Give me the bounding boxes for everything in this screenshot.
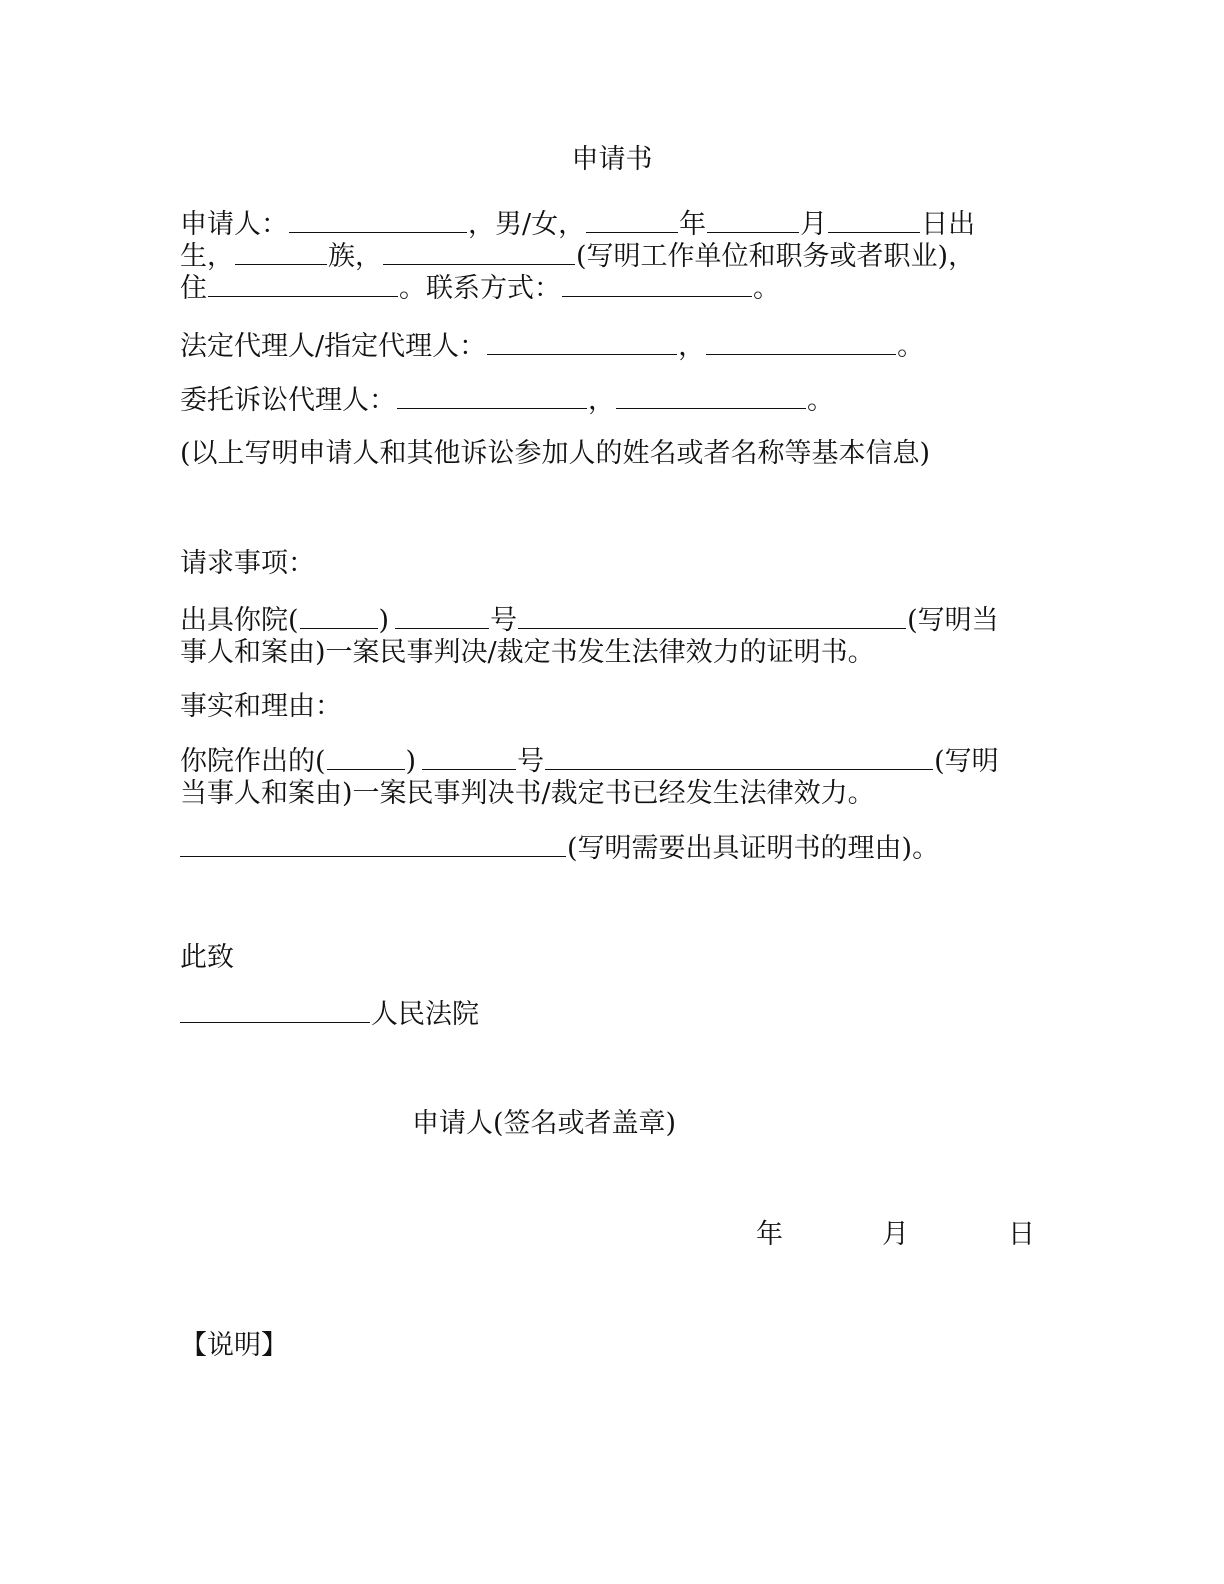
agent-blank-1[interactable] bbox=[397, 384, 587, 409]
ethnic-label: 族， bbox=[328, 241, 382, 272]
reason-blank[interactable] bbox=[180, 832, 566, 857]
applicant-line-2 bbox=[180, 240, 975, 273]
facts-line-2: 当事人和案由)一案民事判决书/裁定书已经发生法律效力。 bbox=[180, 778, 875, 809]
gender-label: ，男/女， bbox=[468, 209, 586, 240]
facts-text-c: 号 bbox=[517, 746, 545, 777]
applicant-label: 申请人： bbox=[180, 209, 288, 240]
court-suffix: 人民法院 bbox=[371, 999, 479, 1030]
facts-text-b: ) bbox=[405, 746, 417, 777]
legal-rep-blank-2[interactable] bbox=[706, 330, 896, 355]
birth-day-blank[interactable] bbox=[828, 208, 920, 233]
facts-case-no-blank[interactable] bbox=[422, 745, 516, 770]
ethnic-blank[interactable] bbox=[235, 240, 327, 265]
agent-label: 委托诉讼代理人： bbox=[180, 385, 396, 416]
period: 。 bbox=[897, 331, 925, 362]
request-heading: 请求事项： bbox=[180, 548, 315, 579]
request-text-a: 出具你院( bbox=[180, 605, 299, 636]
comma: ， bbox=[678, 331, 706, 362]
contact-label: 。联系方式： bbox=[399, 273, 561, 304]
day-born-label: 日出 bbox=[921, 209, 976, 240]
note-heading: 【说明】 bbox=[180, 1330, 288, 1361]
legal-rep-label: 法定代理人/指定代理人： bbox=[180, 331, 487, 362]
facts-line-1 bbox=[180, 745, 999, 778]
facts-text-d: (写明 bbox=[934, 746, 999, 777]
request-text-b: ) bbox=[378, 605, 390, 636]
legal-rep-line bbox=[180, 330, 924, 363]
contact-blank[interactable] bbox=[562, 272, 752, 297]
job-note: (写明工作单位和职务或者职业)， bbox=[576, 241, 976, 272]
parties-note: (以上写明申请人和其他诉讼参加人的姓名或者名称等基本信息) bbox=[180, 438, 931, 469]
period: 。 bbox=[753, 273, 780, 304]
period: 。 bbox=[807, 385, 834, 416]
agent-blank-2[interactable] bbox=[616, 384, 806, 409]
signature-label: 申请人(签名或者盖章) bbox=[412, 1108, 677, 1139]
legal-rep-blank-1[interactable] bbox=[487, 330, 677, 355]
request-line-1 bbox=[180, 604, 999, 637]
salutation: 此致 bbox=[180, 942, 234, 973]
comma: ， bbox=[588, 385, 615, 416]
request-case-no-blank[interactable] bbox=[395, 604, 489, 629]
birth-year-blank[interactable] bbox=[586, 208, 678, 233]
request-text-c: 号 bbox=[490, 605, 518, 636]
document-title: 申请书 bbox=[571, 144, 653, 175]
date-day: 日 bbox=[1008, 1219, 1035, 1250]
address-blank[interactable] bbox=[208, 272, 398, 297]
year-label: 年 bbox=[679, 209, 707, 240]
address-label: 住 bbox=[180, 273, 207, 304]
court-line bbox=[180, 998, 479, 1031]
court-name-blank[interactable] bbox=[180, 998, 370, 1023]
request-parties-blank[interactable] bbox=[518, 604, 906, 629]
date-month: 月 bbox=[882, 1219, 909, 1250]
job-blank[interactable] bbox=[383, 240, 575, 265]
facts-parties-blank[interactable] bbox=[545, 745, 933, 770]
birth-month-blank[interactable] bbox=[707, 208, 799, 233]
applicant-line-3 bbox=[180, 272, 780, 305]
agent-line bbox=[180, 384, 834, 417]
request-year-blank[interactable] bbox=[300, 604, 378, 629]
applicant-name-blank[interactable] bbox=[289, 208, 467, 233]
date-year: 年 bbox=[756, 1219, 783, 1250]
born-label: 生， bbox=[180, 241, 234, 272]
applicant-line-1 bbox=[180, 208, 975, 241]
reason-line bbox=[180, 832, 939, 865]
reason-note: (写明需要出具证明书的理由)。 bbox=[567, 833, 940, 864]
request-text-d: (写明当 bbox=[907, 605, 999, 636]
month-label: 月 bbox=[800, 209, 828, 240]
facts-year-blank[interactable] bbox=[327, 745, 405, 770]
request-line-2: 事人和案由)一案民事判决/裁定书发生法律效力的证明书。 bbox=[180, 637, 875, 668]
facts-text-a: 你院作出的( bbox=[180, 746, 326, 777]
facts-heading: 事实和理由： bbox=[180, 691, 342, 722]
